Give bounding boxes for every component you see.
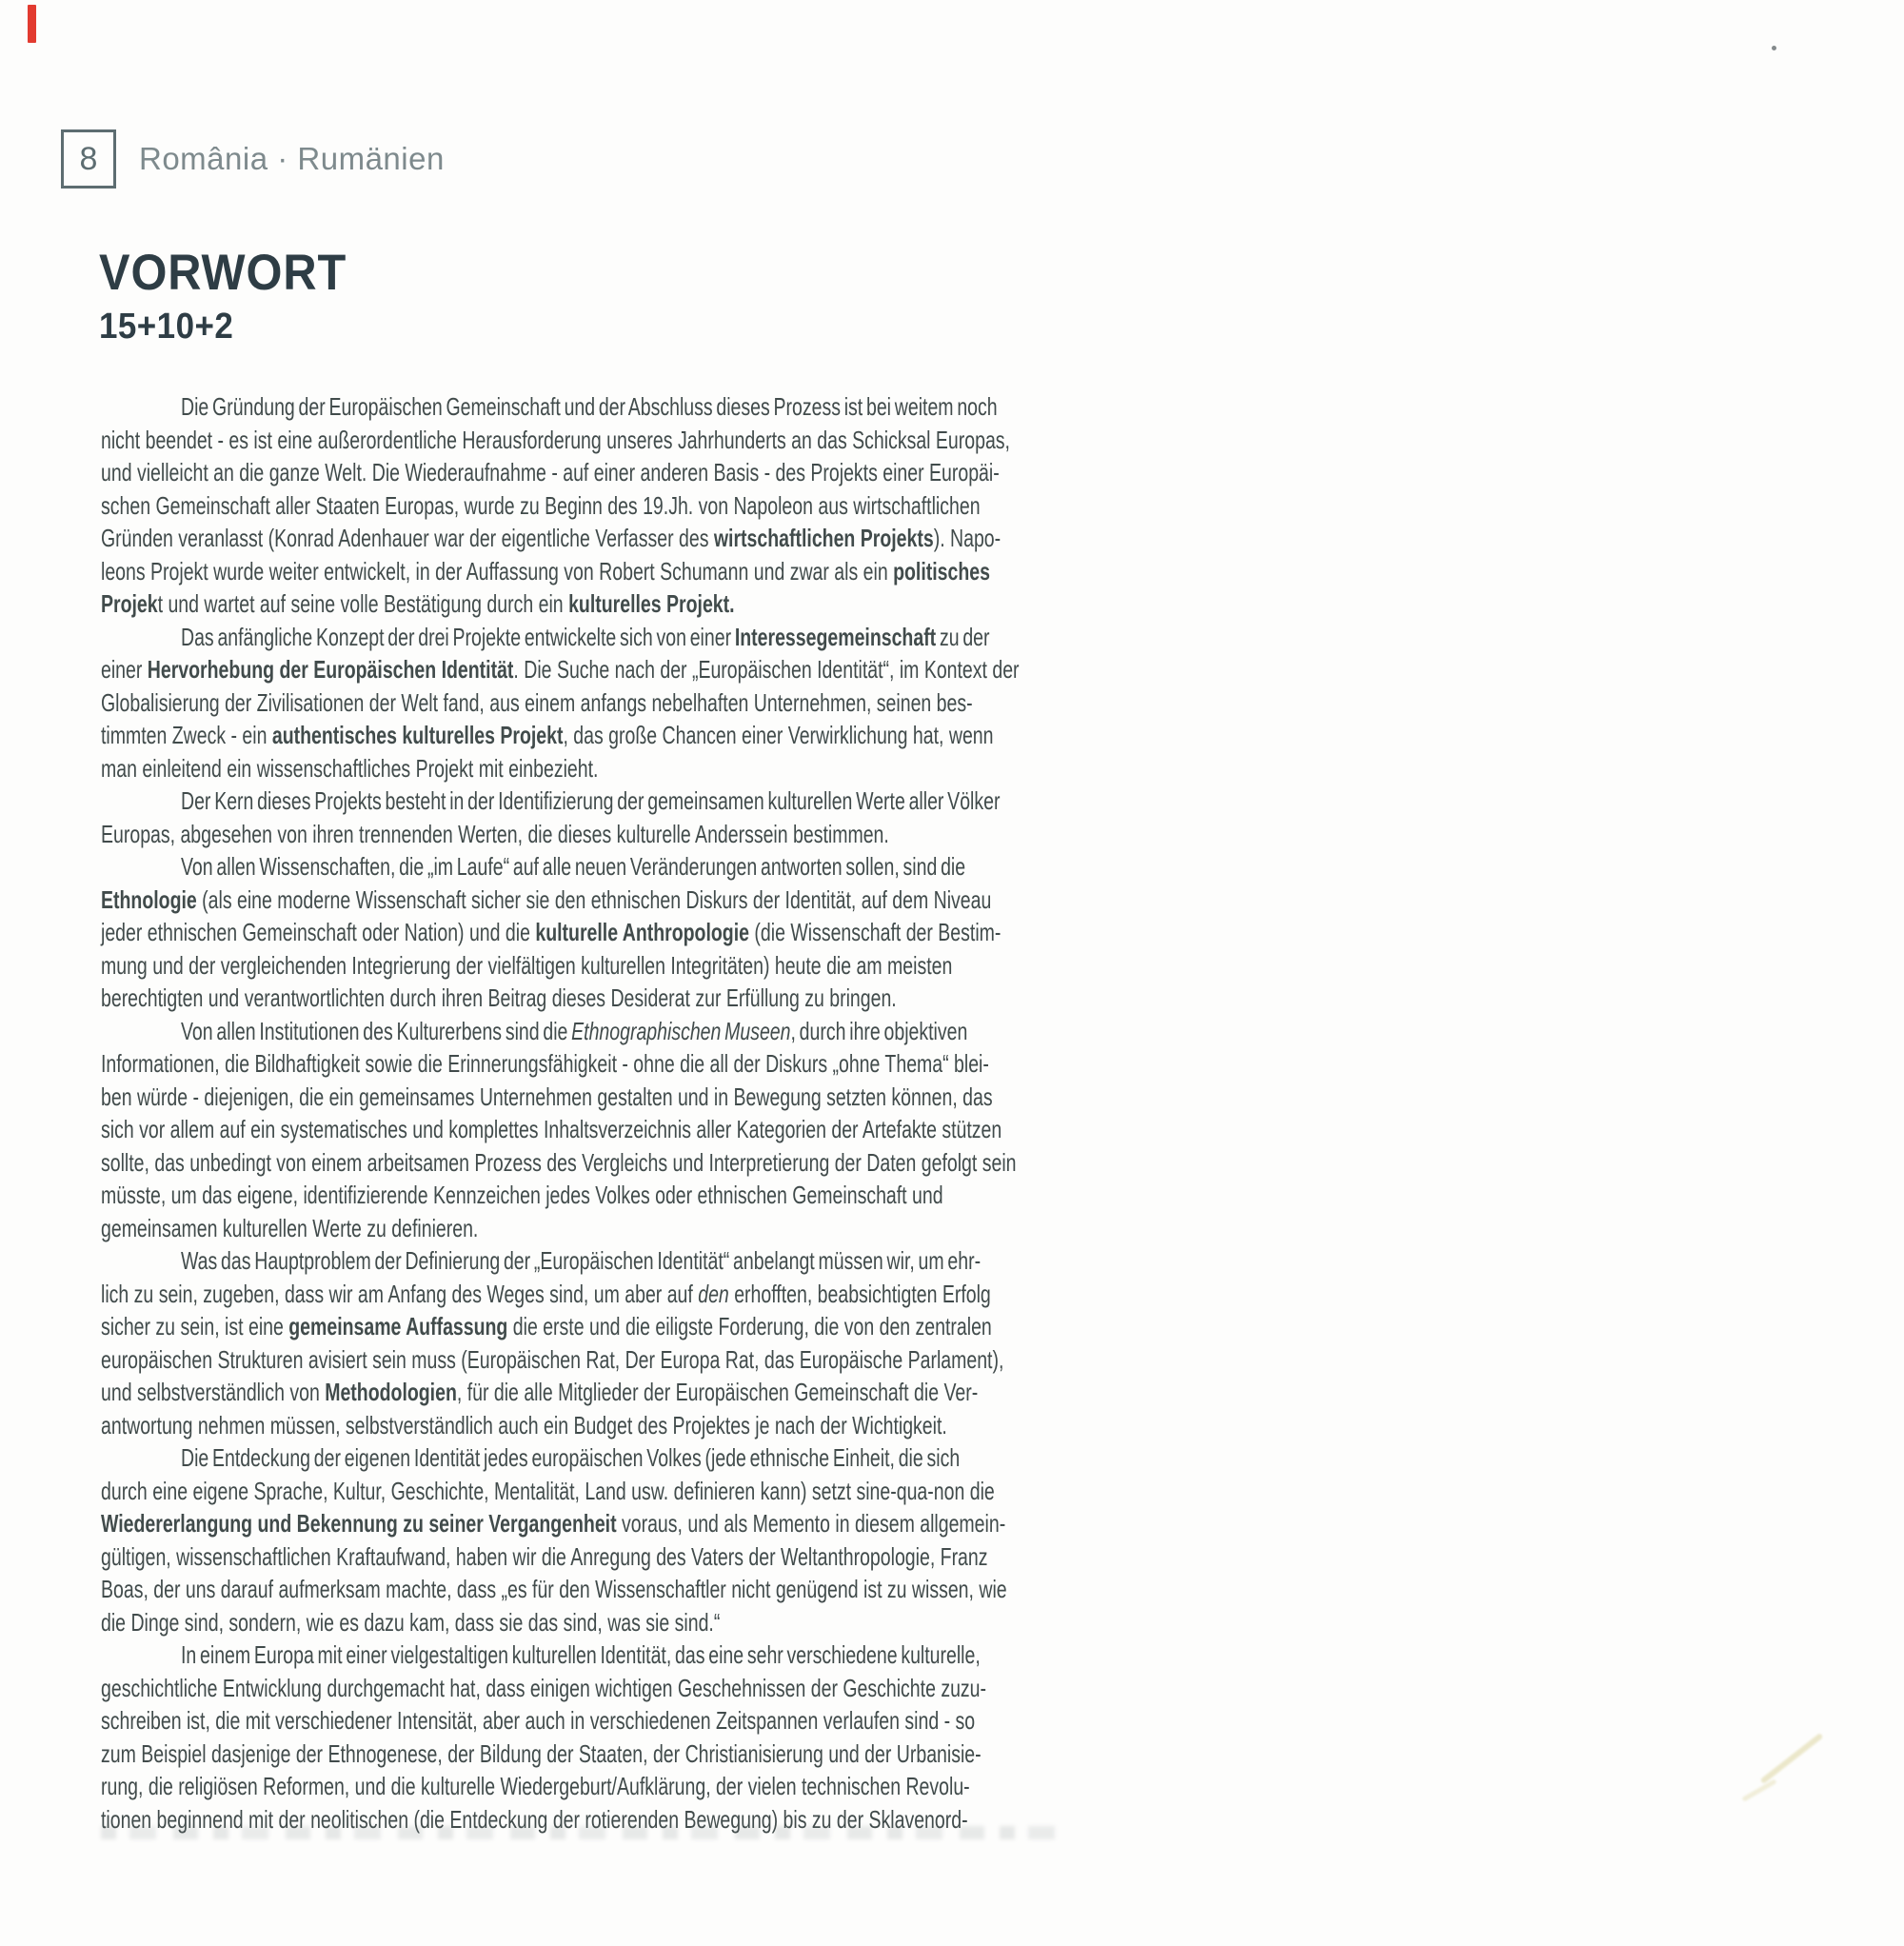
text-line: zum Beispiel dasjenige der Ethnogenese, der Bildung der Staaten, der Christianisierung und der Urbanisie- xyxy=(101,1738,982,1768)
text-line: einer Hervorhebung der Europäischen Identität. Die Suche nach der „Europäischen Identität“, im Kontext der xyxy=(101,655,1020,684)
text-line: Informationen, die Bildhaftigkeit sowie die Erinnerungsfähigkeit - ohne die all der Diskurs „ohne Thema“ blei- xyxy=(101,1049,989,1078)
text-line: In einem Europa mit einer vielgestaltigen kulturellen Identität, das eine sehr verschiedene kulturelle, xyxy=(181,1640,981,1669)
text-line: die Dinge sind, sondern, wie es dazu kam, dass sie das sind, was sie sind.“ xyxy=(101,1607,721,1637)
text-line: schen Gemeinschaft aller Staaten Europas, wurde zu Beginn des 19.Jh. von Napoleon aus wirtschaftlichen xyxy=(101,490,981,520)
text-line: durch eine eigene Sprache, Kultur, Geschichte, Mentalität, Land usw. definieren kann) setzt sine-qua-non die xyxy=(101,1476,995,1505)
text-line: rung, die religiösen Reformen, und die kulturelle Wiedergeburt/Aufklärung, der vielen technischen Revolu- xyxy=(101,1772,970,1800)
scan-speck xyxy=(1772,46,1776,50)
page-number-box xyxy=(61,129,116,189)
running-header: România · Rumänien xyxy=(139,141,445,176)
text-line: tionen beginnend mit der neolitischen (die Entdeckung der rotierenden Bewegung) bis zu der Sklavenord- xyxy=(101,1804,968,1834)
text-line: geschichtliche Entwicklung durchgemacht hat, dass einigen wichtigen Geschehnissen der Geschichte zuzu- xyxy=(101,1673,987,1702)
text-line: Der Kern dieses Projekts besteht in der Identifizierung der gemeinsamen kulturellen Werte aller Völker xyxy=(181,786,1001,815)
text-line: gültigen, wissenschaftlichen Kraftaufwand, haben wir die Anregung des Vaters der Weltanthropologie, Franz xyxy=(101,1541,988,1571)
text-line: Wiedererlangung und Bekennung zu seiner Vergangenheit voraus, und als Memento in diesem allgemein- xyxy=(101,1509,1006,1538)
text-line: schreiben ist, die mit verschiedener Intensität, aber auch in verschiedenen Zeitspannen verlaufen sind - so xyxy=(101,1706,976,1735)
page-number: 8 xyxy=(79,140,98,177)
chapter-subtitle: 15+10+2 xyxy=(99,307,234,347)
text-line: lich zu sein, zugeben, dass wir am Anfang des Weges sind, um aber auf den erhofften, beabsichtigten Erfolg xyxy=(101,1279,991,1308)
text-line: gemeinsamen kulturellen Werte zu definieren. xyxy=(101,1213,479,1242)
text-line: Projekt und wartet auf seine volle Bestätigung durch ein kulturelles Projekt. xyxy=(101,589,735,618)
text-line: Das anfängliche Konzept der drei Projekte entwickelte sich von einer Interessegemeinschaft zu der xyxy=(181,622,990,651)
text-line: sich vor allem auf ein systematisches und komplettes Inhaltsverzeichnis aller Kategorien der Artefakte stützen xyxy=(101,1115,1002,1143)
text-line: berechtigten und verantwortlichten durch ihren Beitrag dieses Desiderat zur Erfüllung zu bringen. xyxy=(101,983,897,1012)
text-line: Gründen veranlasst (Konrad Adenhauer war der eigentliche Verfasser des wirtschaftlichen Projekts). Napo- xyxy=(101,524,1002,552)
text-line: Ethnologie (als eine moderne Wissenschaft sicher sie den ethnischen Diskurs der Identität, auf dem Niveau xyxy=(101,884,992,914)
text-line: Von allen Wissenschaften, die „im Laufe“ auf alle neuen Veränderungen antworten sollen, sind die xyxy=(181,852,966,881)
text-line: man einleitend ein wissenschaftliches Projekt mit einbezieht. xyxy=(101,753,599,783)
text-line: timmten Zweck - ein authentisches kulturelles Projekt, das große Chancen einer Verwirklichung hat, wenn xyxy=(101,721,994,749)
text-line: und vielleicht an die ganze Welt. Die Wiederaufnahme - auf einer anderen Basis - des Projekts einer Europäi- xyxy=(101,458,1000,486)
text-line: Europas, abgesehen von ihren trennenden Werten, die dieses kulturelle Anderssein bestimmen. xyxy=(101,819,889,848)
text-line: Die Entdeckung der eigenen Identität jedes europäischen Volkes (jede ethnische Einheit, die sich xyxy=(181,1443,961,1472)
text-line: sollte, das unbedingt von einem arbeitsamen Prozess des Vergleichs und Interpretierung der Daten gefolgt sein xyxy=(101,1147,1017,1177)
body-text-column xyxy=(101,390,1068,1836)
red-calibration-mark xyxy=(28,5,36,43)
scan-smudge-small xyxy=(1741,1778,1776,1801)
text-line: und selbstverständlich von Methodologien, für die alle Mitglieder der Europäischen Gemeinschaft die Ver- xyxy=(101,1378,979,1406)
text-line: müsste, um das eigene, identifizierende Kennzeichen jedes Volkes oder ethnischen Gemeinschaft und xyxy=(101,1181,943,1209)
text-line: jeder ethnischen Gemeinschaft oder Nation) und die kulturelle Anthropologie (die Wissenschaft der Bestim- xyxy=(101,918,1002,946)
text-line: Boas, der uns darauf aufmerksam machte, dass „es für den Wissenschaftler nicht genügend ist zu wissen, wie xyxy=(101,1575,1007,1603)
text-line: Was das Hauptproblem der Definierung der „Europäischen Identität“ anbelangt müssen wir, um ehr- xyxy=(181,1246,982,1275)
scan-smudge xyxy=(1760,1733,1824,1784)
text-line: Von allen Institutionen des Kulturerbens sind die Ethnographischen Museen, durch ihre objektiven xyxy=(181,1016,968,1045)
text-line: europäischen Strukturen avisiert sein muss (Europäischen Rat, Der Europa Rat, das Europäische Parlament), xyxy=(101,1344,1004,1374)
text-line: Globalisierung der Zivilisationen der Welt fand, aus einem anfangs nebelhaften Unternehmen, seinen bes- xyxy=(101,687,973,717)
text-line: leons Projekt wurde weiter entwickelt, in der Auffassung von Robert Schumann und zwar als ein politisches xyxy=(101,556,990,586)
text-line: Die Gründung der Europäischen Gemeinschaft und der Abschluss dieses Prozess ist bei weitem noch xyxy=(181,392,998,421)
ghost-text-bleedthrough xyxy=(101,1826,1068,1839)
text-line: sicher zu sein, ist eine gemeinsame Auffassung die erste und die eiligste Forderung, die von den zentralen xyxy=(101,1312,992,1340)
text-line: ben würde - diejenigen, die ein gemeinsames Unternehmen gestalten und in Bewegung setzten können, das xyxy=(101,1082,993,1111)
chapter-title: VORWORT xyxy=(99,245,347,301)
text-line: nicht beendet - es ist eine außerordentliche Herausforderung unseres Jahrhunderts an das Schicksal Europas, xyxy=(101,425,1010,454)
text-line: mung und der vergleichenden Integrierung der vielfältigen kulturellen Integritäten) heute die am meisten xyxy=(101,950,953,980)
text-line: antwortung nehmen müssen, selbstverständlich auch ein Budget des Projektes je nach der Wichtigkeit. xyxy=(101,1410,947,1440)
